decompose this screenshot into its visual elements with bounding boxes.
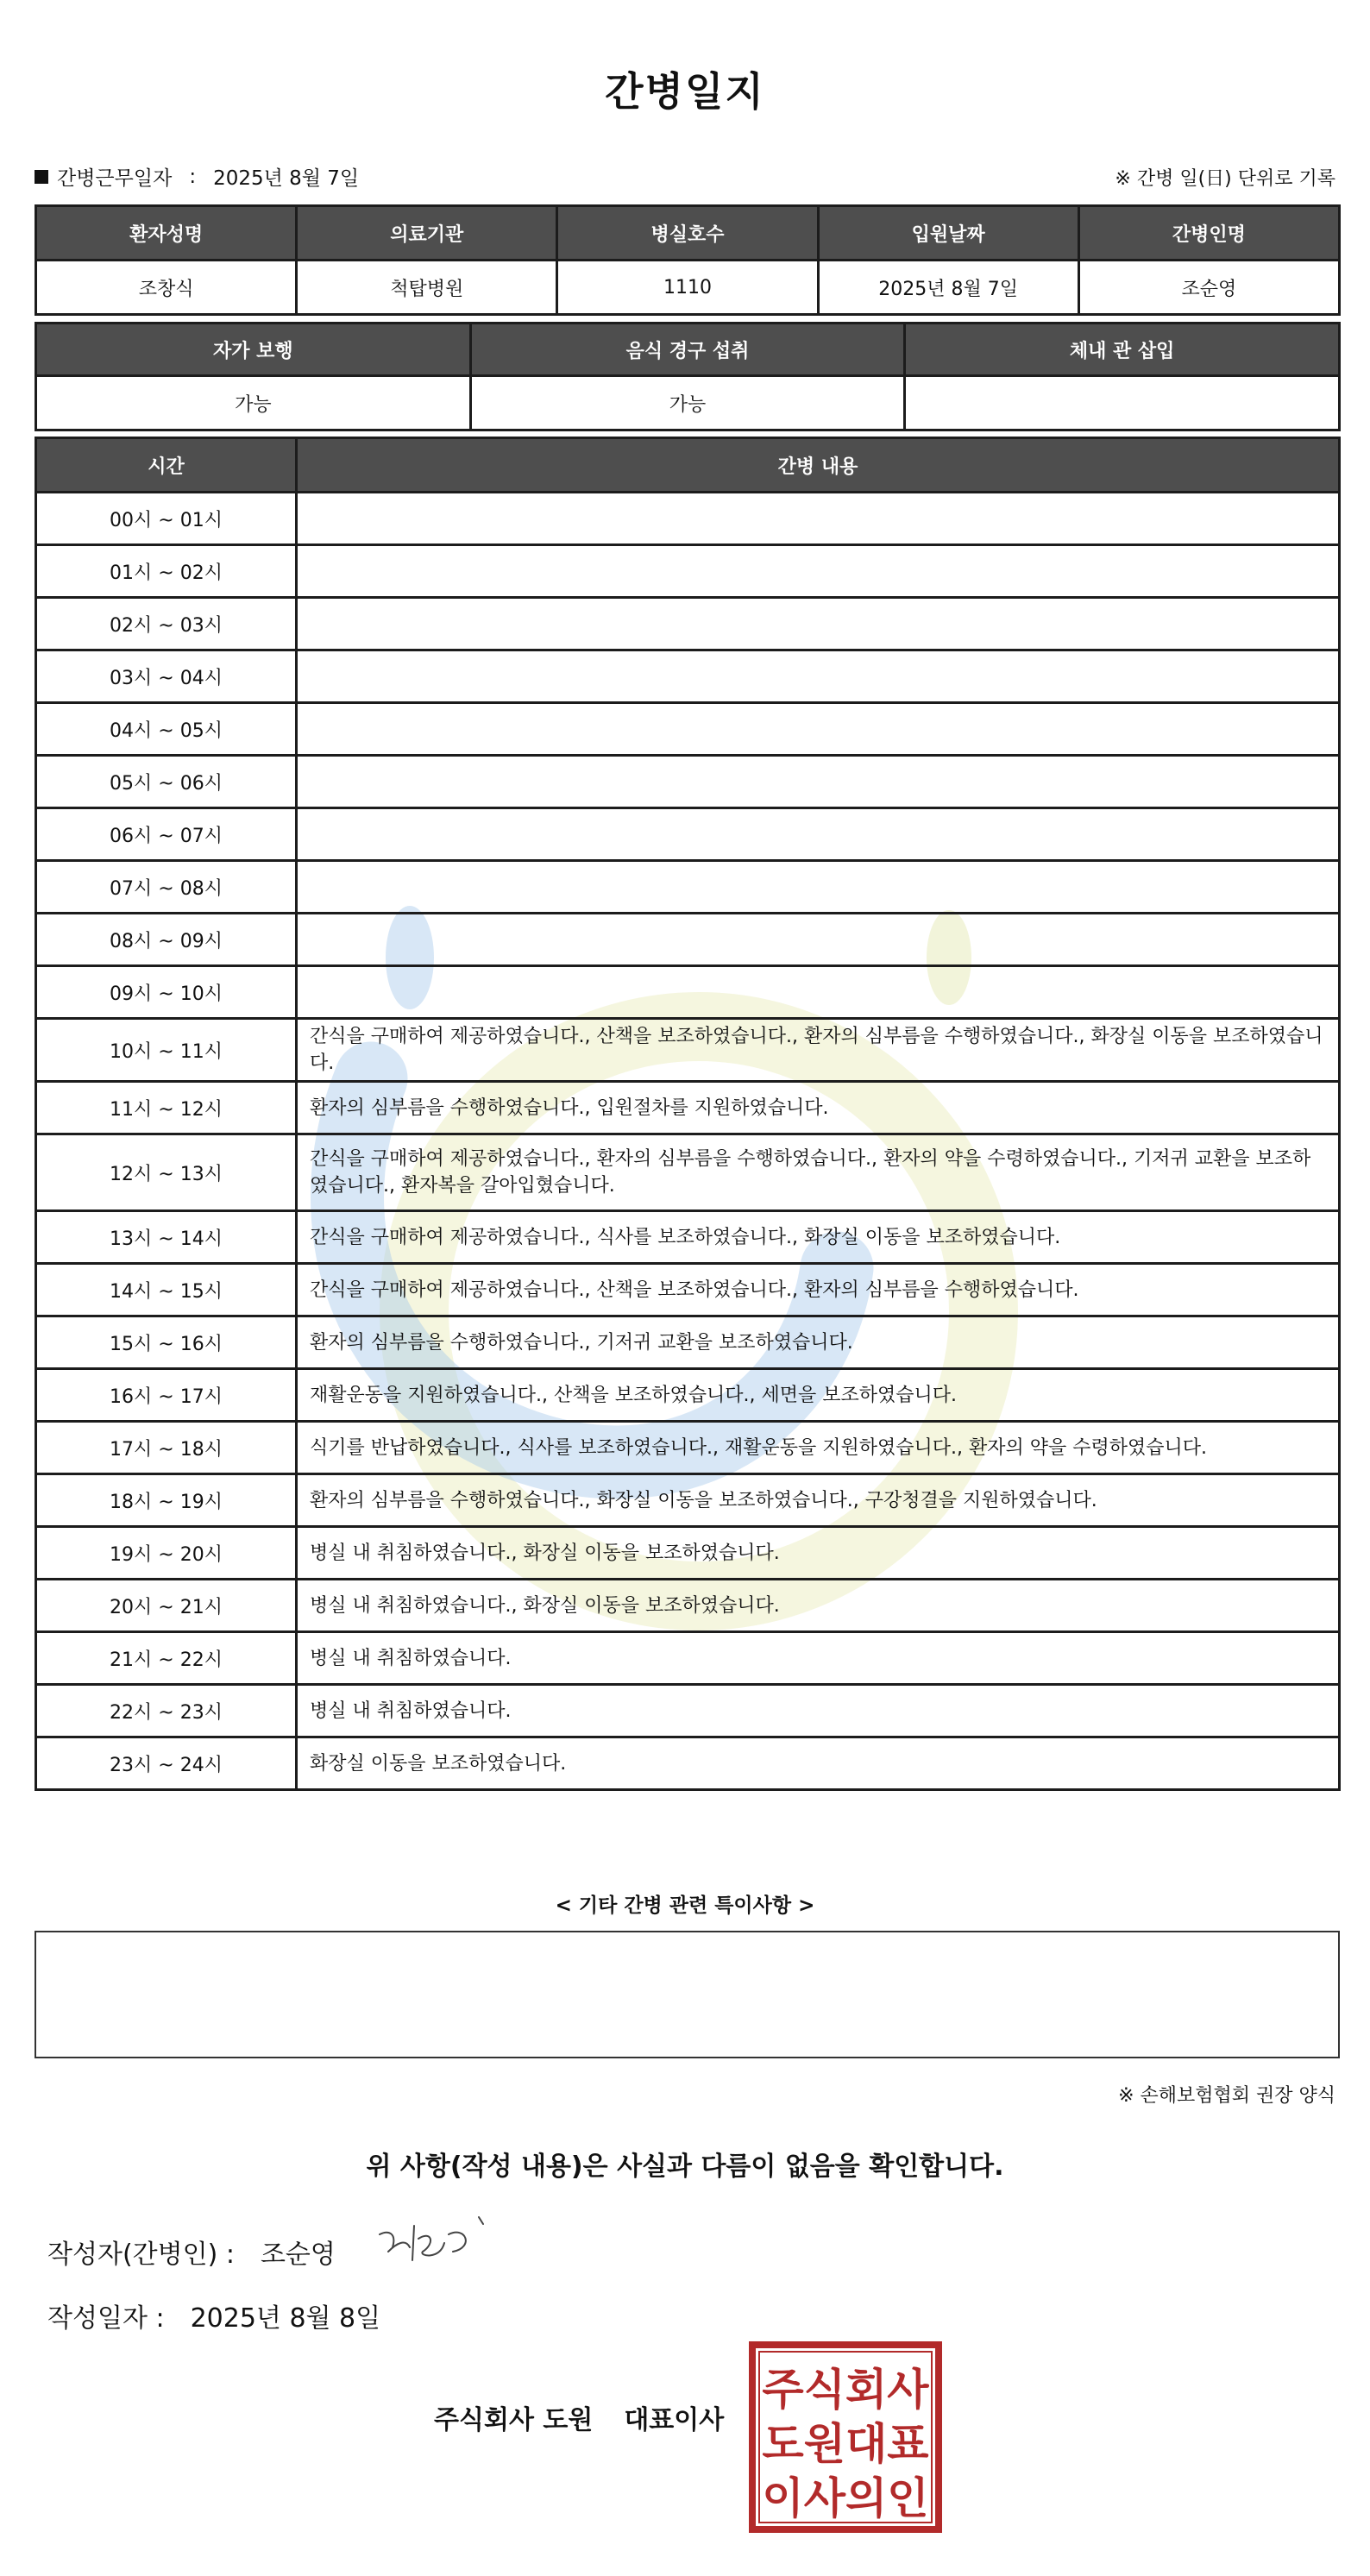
table-row — [36, 1316, 1340, 1369]
row-time: 12시 ~ 13시 — [36, 1134, 297, 1211]
row-time: 19시 ~ 20시 — [36, 1527, 297, 1580]
row-care-content: 간식을 구매하여 제공하였습니다., 환자의 심부름을 수행하였습니다., 환자의 약을 수령하였습니다., 기저귀 교환을 보조하였습니다., 환자복을 갈아입혔습니다. — [297, 1134, 1340, 1211]
table-row — [36, 756, 1340, 808]
special-notes-box — [35, 1931, 1340, 2058]
special-notes-label: < 기타 간병 관련 특이사항 > — [555, 1894, 815, 1917]
hospital-name: 척탑병원 — [297, 261, 557, 315]
header-time: 시간 — [36, 438, 297, 493]
header-room-number: 병실호수 — [557, 206, 818, 261]
writer-row — [47, 2233, 336, 2271]
row-care-content: 간식을 구매하여 제공하였습니다., 산책을 보조하였습니다., 환자의 심부름을 수행하였습니다., 화장실 이동을 보조하였습니다. — [297, 1019, 1340, 1082]
row-care-content: 식기를 반납하였습니다., 식사를 보조하였습니다., 재활운동을 지원하였습니다., 환자의 약을 수령하였습니다. — [297, 1422, 1340, 1474]
header-admission-date: 입원날짜 — [818, 206, 1078, 261]
table-row — [36, 1422, 1340, 1474]
writer-label: 작성자(간병인) : — [47, 2240, 235, 2270]
table-row — [36, 1580, 1340, 1632]
row-care-content — [297, 545, 1340, 598]
row-care-content: 간식을 구매하여 제공하였습니다., 산책을 보조하였습니다., 환자의 심부름을 수행하였습니다. — [297, 1264, 1340, 1316]
table-row — [36, 493, 1340, 545]
table-row — [36, 1632, 1340, 1685]
company-name: 주식회사 도원 — [434, 2405, 594, 2435]
row-care-content: 병실 내 취침하였습니다., 화장실 이동을 보조하였습니다. — [297, 1580, 1340, 1632]
row-time: 06시 ~ 07시 — [36, 808, 297, 861]
row-care-content — [297, 861, 1340, 914]
row-care-content: 환자의 심부름을 수행하였습니다., 화장실 이동을 보조하였습니다., 구강청결을 지원하였습니다. — [297, 1474, 1340, 1527]
table-row — [36, 1211, 1340, 1264]
table-row — [36, 545, 1340, 598]
header-caregiver-name: 간병인명 — [1078, 206, 1339, 261]
patient-info-table — [35, 204, 1341, 316]
table-row — [36, 1082, 1340, 1134]
row-time: 04시 ~ 05시 — [36, 703, 297, 756]
table-row — [36, 598, 1340, 650]
company-seal-stamp — [747, 2340, 944, 2535]
row-care-content — [297, 914, 1340, 966]
work-date-sep: : — [189, 165, 197, 188]
row-care-content — [297, 966, 1340, 1019]
table-row — [36, 703, 1340, 756]
table-row — [36, 1019, 1340, 1082]
seal-text-line: 주식회사 — [762, 2365, 929, 2415]
row-time: 02시 ~ 03시 — [36, 598, 297, 650]
row-care-content — [297, 756, 1340, 808]
table-row — [36, 861, 1340, 914]
company-title: 대표이사 — [624, 2405, 725, 2435]
written-date-row — [47, 2296, 380, 2334]
row-care-content: 병실 내 취침하였습니다. — [297, 1685, 1340, 1737]
header-hospital: 의료기관 — [297, 206, 557, 261]
row-care-content — [297, 703, 1340, 756]
oral-intake-value: 가능 — [470, 376, 905, 430]
row-care-content — [297, 650, 1340, 703]
confirmation-statement: 위 사항(작성 내용)은 사실과 다름이 없음을 확인합니다. — [366, 2152, 1004, 2182]
row-time: 17시 ~ 18시 — [36, 1422, 297, 1474]
table-row — [36, 808, 1340, 861]
header-tube-insertion: 체내 관 삽입 — [905, 324, 1340, 376]
row-care-content — [297, 493, 1340, 545]
self-walking-value: 가능 — [36, 376, 471, 430]
row-time: 08시 ~ 09시 — [36, 914, 297, 966]
row-time: 16시 ~ 17시 — [36, 1369, 297, 1422]
patient-status-table — [35, 322, 1341, 431]
row-time: 05시 ~ 06시 — [36, 756, 297, 808]
table-row — [36, 1474, 1340, 1527]
row-time: 07시 ~ 08시 — [36, 861, 297, 914]
row-care-content: 재활운동을 지원하였습니다., 산책을 보조하였습니다., 세면을 보조하였습니다. — [297, 1369, 1340, 1422]
written-date-value: 2025년 8월 8일 — [190, 2303, 381, 2334]
row-care-content — [297, 598, 1340, 650]
row-time: 14시 ~ 15시 — [36, 1264, 297, 1316]
record-unit-note: ※ 간병 일(日) 단위로 기록 — [1115, 168, 1335, 190]
work-date-label: 간병근무일자 — [57, 167, 173, 190]
row-care-content: 화장실 이동을 보조하였습니다. — [297, 1737, 1340, 1790]
header-care-content: 간병 내용 — [297, 438, 1340, 493]
caregiver-name: 조순영 — [1078, 261, 1339, 315]
bullet-square-icon — [35, 170, 48, 184]
recommend-note: ※ 손해보험협회 권장 양식 — [1118, 2085, 1335, 2107]
document-title: 간병일지 — [605, 68, 765, 115]
seal-text-line: 이사의인 — [762, 2473, 929, 2523]
table-row — [36, 1737, 1340, 1790]
row-care-content: 병실 내 취침하였습니다. — [297, 1632, 1340, 1685]
care-log-table — [35, 437, 1341, 1791]
row-care-content: 병실 내 취침하였습니다., 화장실 이동을 보조하였습니다. — [297, 1527, 1340, 1580]
row-time: 21시 ~ 22시 — [36, 1632, 297, 1685]
room-number: 1110 — [557, 261, 818, 315]
row-care-content: 환자의 심부름을 수행하였습니다., 입원절차를 지원하였습니다. — [297, 1082, 1340, 1134]
admission-date: 2025년 8월 7일 — [818, 261, 1078, 315]
company-signature-row — [434, 2398, 724, 2436]
table-row — [36, 650, 1340, 703]
row-time: 00시 ~ 01시 — [36, 493, 297, 545]
row-care-content — [297, 808, 1340, 861]
writer-name: 조순영 — [260, 2240, 336, 2270]
work-date — [35, 162, 359, 191]
row-time: 18시 ~ 19시 — [36, 1474, 297, 1527]
table-row — [36, 1685, 1340, 1737]
row-care-content: 환자의 심부름을 수행하였습니다., 기저귀 교환을 보조하였습니다. — [297, 1316, 1340, 1369]
row-care-content: 간식을 구매하여 제공하였습니다., 식사를 보조하였습니다., 화장실 이동을 보조하였습니다. — [297, 1211, 1340, 1264]
table-row — [36, 914, 1340, 966]
row-time: 03시 ~ 04시 — [36, 650, 297, 703]
table-row — [36, 1369, 1340, 1422]
row-time: 23시 ~ 24시 — [36, 1737, 297, 1790]
table-row — [36, 966, 1340, 1019]
table-row — [36, 1264, 1340, 1316]
row-time: 13시 ~ 14시 — [36, 1211, 297, 1264]
row-time: 09시 ~ 10시 — [36, 966, 297, 1019]
header-oral-intake: 음식 경구 섭취 — [470, 324, 905, 376]
row-time: 01시 ~ 02시 — [36, 545, 297, 598]
header-patient-name: 환자성명 — [36, 206, 297, 261]
handwritten-signature — [371, 2208, 509, 2278]
written-date-label: 작성일자 : — [47, 2303, 165, 2334]
table-row — [36, 1527, 1340, 1580]
row-time: 11시 ~ 12시 — [36, 1082, 297, 1134]
row-time: 15시 ~ 16시 — [36, 1316, 297, 1369]
seal-text-line: 도원대표 — [762, 2419, 929, 2469]
work-date-value: 2025년 8월 7일 — [213, 167, 360, 190]
table-row — [36, 1134, 1340, 1211]
row-time: 10시 ~ 11시 — [36, 1019, 297, 1082]
tube-insertion-value — [905, 376, 1340, 430]
row-time: 20시 ~ 21시 — [36, 1580, 297, 1632]
header-self-walking: 자가 보행 — [36, 324, 471, 376]
patient-name: 조창식 — [36, 261, 297, 315]
row-time: 22시 ~ 23시 — [36, 1685, 297, 1737]
